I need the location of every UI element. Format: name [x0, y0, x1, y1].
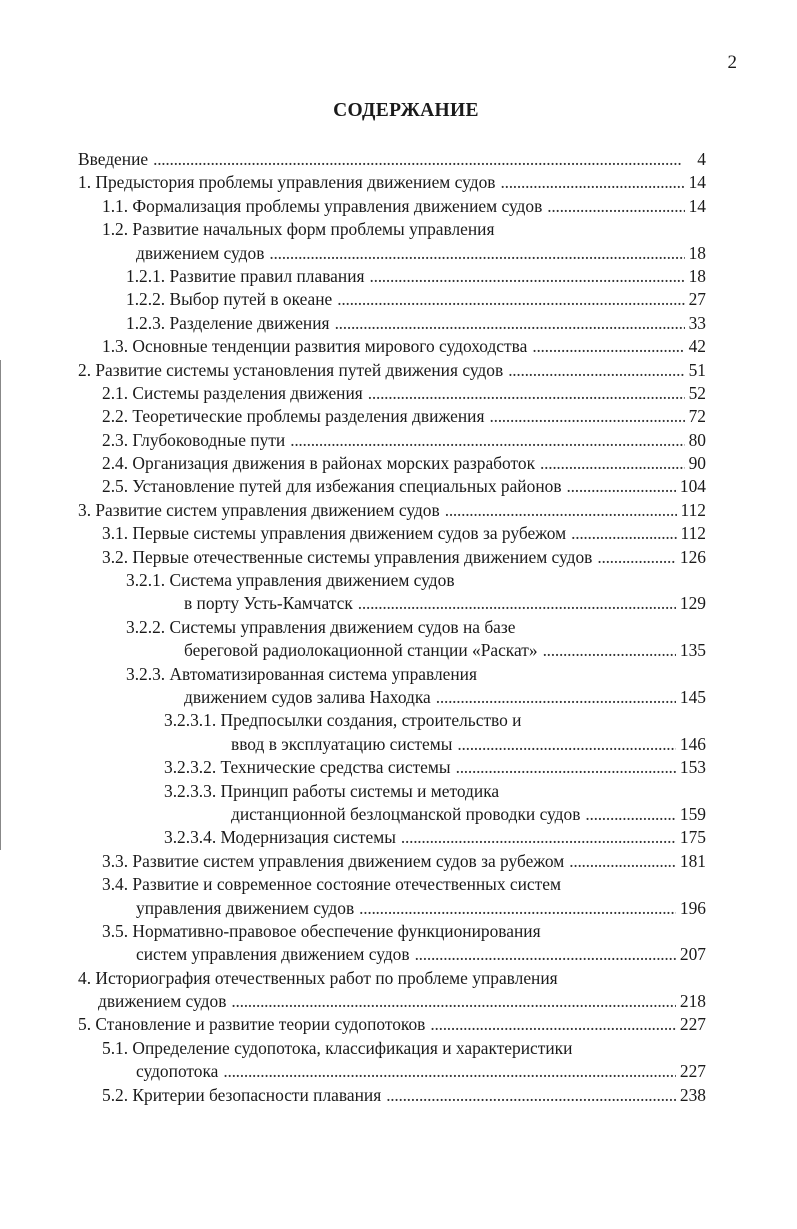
- toc-line: [78, 452, 706, 475]
- toc-entry-title: 1.1. Формализация проблемы управления движением судов: [102, 195, 543, 216]
- toc-page-number: 42: [688, 336, 706, 357]
- toc-line: [78, 733, 706, 756]
- dot-leader: [223, 1060, 676, 1083]
- dot-leader: [359, 897, 676, 920]
- toc-line: [78, 499, 706, 522]
- toc-entry[interactable]: [78, 405, 706, 428]
- toc-entry-title: 2.1. Системы разделения движения: [102, 382, 363, 403]
- toc-page-number: 14: [688, 172, 706, 193]
- toc-page-number: 153: [679, 757, 706, 778]
- toc-entry[interactable]: [78, 359, 706, 382]
- toc-line: [78, 265, 706, 288]
- toc-entry[interactable]: [78, 499, 706, 522]
- toc-entry-title: 1.2. Развитие начальных форм проблемы управления: [102, 219, 495, 240]
- toc-line: [78, 218, 706, 241]
- toc-entry[interactable]: [78, 522, 706, 545]
- toc-entry-title: судопотока: [136, 1061, 219, 1082]
- toc-page-number: 146: [679, 733, 706, 754]
- toc-entry[interactable]: [78, 850, 706, 873]
- toc-page-number: 104: [679, 476, 706, 497]
- page-title: СОДЕРЖАНИЕ: [333, 100, 479, 121]
- toc-line: [78, 405, 706, 428]
- toc-entry-title: 1.3. Основные тенденции развития мирового судоходства: [102, 336, 528, 357]
- toc-entry-title: 1. Предыстория проблемы управления движением судов: [78, 172, 496, 193]
- toc-entry-title: 2.2. Теоретические проблемы разделения движения: [102, 406, 485, 427]
- toc-line: [78, 803, 706, 826]
- toc-line: [78, 335, 706, 358]
- toc-entry-title: 3.4. Развитие и современное состояние отечественных систем: [102, 874, 561, 895]
- toc-line: [78, 1084, 706, 1107]
- toc-page-number: 207: [679, 944, 706, 965]
- toc-page-number: 181: [679, 850, 706, 871]
- toc-line: [78, 639, 706, 662]
- toc-entry[interactable]: [78, 709, 706, 756]
- dot-leader: [597, 546, 676, 569]
- dot-leader: [540, 452, 685, 475]
- toc-entry-title: 5.1. Определение судопотока, классификация и характеристики: [102, 1037, 573, 1058]
- toc-entry[interactable]: [78, 148, 706, 171]
- toc-entry[interactable]: [78, 382, 706, 405]
- toc-line: [78, 1013, 706, 1036]
- toc-line: [78, 288, 706, 311]
- toc-page-number: 72: [688, 406, 706, 427]
- toc-entry-title: 2.3. Глубоководные пути: [102, 429, 286, 450]
- toc-entry-title: управления движением судов: [136, 897, 355, 918]
- dot-leader: [370, 265, 685, 288]
- toc-entry[interactable]: [78, 616, 706, 663]
- toc-entry-title: в порту Усть-Камчатск: [184, 593, 353, 614]
- toc-line: [78, 359, 706, 382]
- toc-page-number: 238: [679, 1084, 706, 1105]
- toc-entry-title: 2.4. Организация движения в районах морских разработок: [102, 453, 536, 474]
- toc-page-number: 159: [679, 803, 706, 824]
- toc-line: [78, 920, 706, 943]
- dot-leader: [456, 756, 676, 779]
- toc-line: [78, 826, 706, 849]
- toc-page-number: 52: [688, 382, 706, 403]
- toc-entry-title: систем управления движением судов: [136, 944, 410, 965]
- toc-entry-title: 3. Развитие систем управления движением судов: [78, 499, 440, 520]
- toc-entry-title: 1.2.1. Развитие правил плавания: [126, 265, 365, 286]
- dot-leader: [543, 639, 676, 662]
- toc-page-number: 227: [679, 1061, 706, 1082]
- toc-entry[interactable]: [78, 475, 706, 498]
- toc-page-number: 129: [679, 593, 706, 614]
- dot-leader: [457, 733, 675, 756]
- toc-line: [78, 967, 706, 990]
- dot-leader: [153, 148, 692, 171]
- toc-page-number: 112: [680, 499, 706, 520]
- toc-entry-title: движением судов: [136, 242, 265, 263]
- toc-line: [78, 171, 706, 194]
- toc-entry[interactable]: [78, 265, 706, 288]
- toc-entry[interactable]: [78, 756, 706, 779]
- toc-line: [78, 756, 706, 779]
- dot-leader: [567, 475, 676, 498]
- toc-line: [78, 1060, 706, 1083]
- dot-leader: [571, 522, 676, 545]
- toc-line: [78, 943, 706, 966]
- toc-line: [78, 475, 706, 498]
- toc-entry-title: 4. Историография отечественных работ по проблеме управления: [78, 967, 558, 988]
- toc-entry-title: движением судов залива Находка: [184, 686, 431, 707]
- toc-entry-title: 3.2.1. Система управления движением судов: [126, 570, 455, 591]
- toc-entry-title: 1.2.3. Разделение движения: [126, 312, 330, 333]
- toc-entry-title: 2. Развитие системы установления путей движения судов: [78, 359, 504, 380]
- toc-entry-title: движением судов: [98, 991, 227, 1012]
- dot-leader: [501, 171, 685, 194]
- toc-entry[interactable]: [78, 1013, 706, 1036]
- dot-leader: [335, 312, 685, 335]
- toc-line: [78, 242, 706, 265]
- toc-entry-title: 5.2. Критерии безопасности плавания: [102, 1084, 382, 1105]
- toc-entry-title: 3.3. Развитие систем управления движением судов за рубежом: [102, 850, 565, 871]
- toc-line: [78, 148, 706, 171]
- toc-entry-title: 3.2.3.2. Технические средства системы: [164, 757, 451, 778]
- toc-line: [78, 592, 706, 615]
- dot-leader: [290, 429, 684, 452]
- toc-line: [78, 522, 706, 545]
- toc-line: [78, 616, 706, 639]
- dot-leader: [508, 359, 684, 382]
- toc-entry[interactable]: [78, 452, 706, 475]
- toc-page-number: 33: [688, 312, 706, 333]
- toc-entry[interactable]: [78, 218, 706, 265]
- toc-entry-title: 5. Становление и развитие теории судопотоков: [78, 1014, 426, 1035]
- toc-entry-title: 2.5. Установление путей для избежания специальных районов: [102, 476, 562, 497]
- toc-line: [78, 850, 706, 873]
- toc-page-number: 90: [688, 453, 706, 474]
- toc-line: [78, 195, 706, 218]
- margin-line: [0, 360, 1, 850]
- toc-entry-title: 3.2. Первые отечественные системы управления движением судов: [102, 546, 593, 567]
- toc-line: [78, 990, 706, 1013]
- toc-entry[interactable]: [78, 312, 706, 335]
- toc-page-number: 4: [697, 149, 706, 169]
- toc-entry[interactable]: [78, 195, 706, 218]
- toc-entry-title: дистанционной безлоцманской проводки судов: [231, 803, 581, 824]
- toc-page-number: 14: [688, 195, 706, 216]
- dot-leader: [445, 499, 677, 522]
- toc-page-number: 145: [679, 686, 706, 707]
- toc-entry[interactable]: [78, 920, 706, 967]
- toc-line: [78, 1037, 706, 1060]
- dot-leader: [547, 195, 684, 218]
- dot-leader: [585, 803, 675, 826]
- toc-entry[interactable]: [78, 873, 706, 920]
- toc-entry[interactable]: [78, 335, 706, 358]
- toc-line: [78, 897, 706, 920]
- dot-leader: [490, 405, 685, 428]
- toc-page-number: 135: [679, 640, 706, 661]
- toc-entry[interactable]: [78, 1037, 706, 1084]
- toc-entry-title: 3.2.3.3. Принцип работы системы и методика: [164, 780, 500, 801]
- toc-page-number: 227: [679, 1014, 706, 1035]
- toc-entry-title: 3.2.3. Автоматизированная система управления: [126, 663, 477, 684]
- dot-leader: [415, 943, 676, 966]
- toc-line: [78, 312, 706, 335]
- dot-leader: [569, 850, 676, 873]
- toc-entry-title: ввод в эксплуатацию системы: [231, 733, 453, 754]
- toc-page-number: 80: [688, 429, 706, 450]
- toc-entry-title: 3.2.3.4. Модернизация системы: [164, 827, 396, 848]
- dot-leader: [430, 1013, 676, 1036]
- toc-entry[interactable]: [78, 288, 706, 311]
- dot-leader: [532, 335, 684, 358]
- dot-leader: [436, 686, 676, 709]
- toc-page-number: 218: [679, 991, 706, 1012]
- toc-entry[interactable]: [78, 663, 706, 710]
- dot-leader: [358, 592, 676, 615]
- toc-page-number: 18: [688, 265, 706, 286]
- toc-page-number: 175: [679, 827, 706, 848]
- toc-line: [78, 663, 706, 686]
- toc-line: [78, 709, 706, 732]
- table-of-contents: [78, 148, 706, 1107]
- dot-leader: [368, 382, 685, 405]
- toc-line: [78, 686, 706, 709]
- toc-entry-title: 3.5. Нормативно-правовое обеспечение функционирования: [102, 920, 541, 941]
- toc-page-number: 27: [688, 289, 706, 310]
- toc-entry-title: 3.2.3.1. Предпосылки создания, строительство и: [164, 710, 522, 731]
- toc-entry[interactable]: [78, 967, 706, 1014]
- toc-page-number: 51: [688, 359, 706, 380]
- toc-page-number: 126: [679, 546, 706, 567]
- toc-entry-title: 3.2.2. Системы управления движением судов на базе: [126, 616, 516, 637]
- toc-line: [78, 873, 706, 896]
- toc-entry-title: Введение: [78, 149, 149, 169]
- toc-entry[interactable]: [78, 1084, 706, 1107]
- dot-leader: [269, 242, 684, 265]
- toc-entry-title: береговой радиолокационной станции «Раскат»: [184, 640, 538, 661]
- toc-entry[interactable]: [78, 171, 706, 194]
- dot-leader: [386, 1084, 676, 1107]
- dot-leader: [231, 990, 676, 1013]
- toc-entry-title: 3.1. Первые системы управления движением судов за рубежом: [102, 523, 567, 544]
- toc-entry[interactable]: [78, 429, 706, 452]
- dot-leader: [401, 826, 676, 849]
- toc-entry[interactable]: [78, 780, 706, 827]
- toc-entry-title: 1.2.2. Выбор путей в океане: [126, 289, 333, 310]
- toc-line: [78, 546, 706, 569]
- toc-line: [78, 569, 706, 592]
- toc-entry[interactable]: [78, 569, 706, 616]
- dot-leader: [337, 288, 684, 311]
- toc-page-number: 18: [688, 242, 706, 263]
- toc-page-number: 196: [679, 897, 706, 918]
- toc-page-number: 112: [680, 523, 706, 544]
- toc-line: [78, 780, 706, 803]
- page-number: 2: [727, 52, 737, 73]
- toc-line: [78, 429, 706, 452]
- toc-entry[interactable]: [78, 826, 706, 849]
- toc-line: [78, 382, 706, 405]
- toc-entry[interactable]: [78, 546, 706, 569]
